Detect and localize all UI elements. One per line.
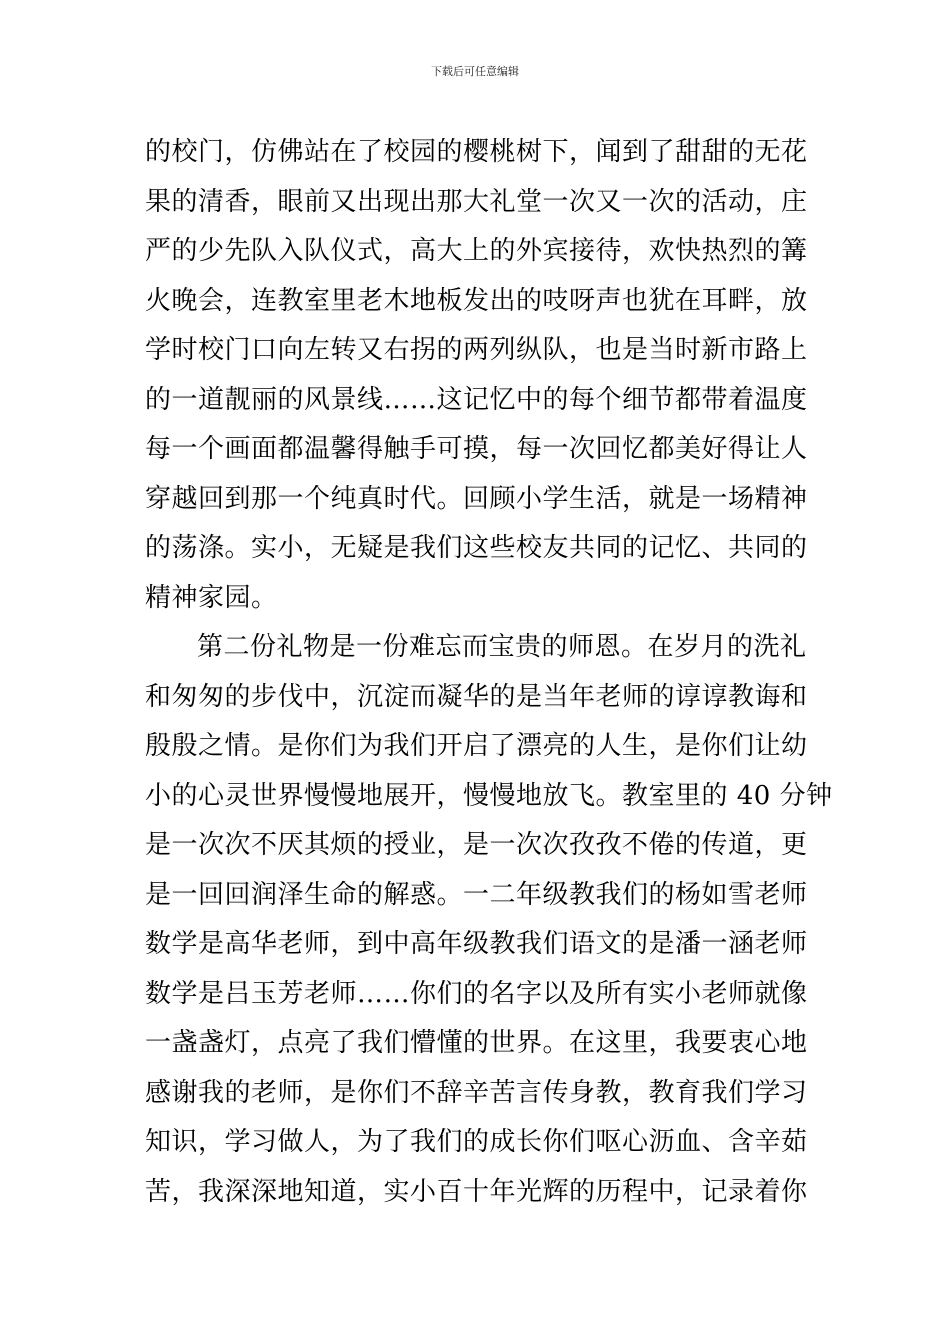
text-line: 数学是吕玉芳老师……你们的名字以及所有实小老师就像 [145, 978, 808, 1009]
text-line: 穿越回到那一个纯真时代。回顾小学生活，就是一场精神 [145, 483, 808, 514]
text-line: 数学是高华老师，到中高年级教我们语文的是潘一涵老师 [145, 929, 808, 959]
page-header: 下载后可任意编辑 [431, 65, 519, 78]
text-line: 的校门，仿佛站在了校园的樱桃树下，闻到了甜甜的无花 [145, 137, 808, 167]
text-line: 知识，学习做人，为了我们的成长你们呕心沥血、含辛茹 [145, 1127, 808, 1157]
text-line: 和匆匆的步伐中，沉淀而凝华的是当年老师的谆谆教诲和 [145, 681, 808, 712]
text-line: 的荡涤。实小，无疑是我们这些校友共同的记忆、共同的 [145, 533, 808, 563]
paragraph-1 [145, 128, 815, 623]
text-line: 果的清香，眼前又出现出那大礼堂一次又一次的活动，庄 [145, 186, 808, 217]
text-line: 学时校门口向左转又右拐的两列纵队，也是当时新市路上 [145, 335, 808, 365]
text-line: 是一次次不厌其烦的授业，是一次次孜孜不倦的传道，更 [145, 830, 808, 860]
text-line: 苦，我深深地知道，实小百十年光辉的历程中，记录着你 [145, 1176, 808, 1207]
text-line: 每一个画面都温馨得触手可摸，每一次回忆都美好得让人 [145, 434, 808, 464]
paragraph-2 [145, 623, 833, 1217]
text-line: 精神家园。 [145, 582, 278, 613]
text-line: 一盏盏灯，点亮了我们懵懂的世界。在这里，我要衷心地 [145, 1028, 808, 1058]
text-line: 严的少先队入队仪式，高大上的外宾接待，欢快热烈的篝 [145, 236, 808, 266]
text-line: 的一道靓丽的风景线……这记忆中的每个细节都带着温度 [145, 384, 808, 415]
text-line: 小的心灵世界慢慢地展开，慢慢地放飞。教室里的 40 分钟 [145, 780, 833, 811]
text-line: 感谢我的老师，是你们不辞辛苦言传身教，教育我们学习 [145, 1077, 808, 1108]
body-text [145, 128, 833, 1217]
text-line: 殷殷之情。是你们为我们开启了漂亮的人生，是你们让幼 [145, 731, 808, 761]
text-line: 第二份礼物是一份难忘而宝贵的师恩。在岁月的洗礼 [197, 632, 807, 662]
text-line: 是一回回润泽生命的解惑。一二年级教我们的杨如雪老师 [145, 879, 808, 910]
text-line: 火晚会，连教室里老木地板发出的吱呀声也犹在耳畔，放 [145, 285, 808, 316]
